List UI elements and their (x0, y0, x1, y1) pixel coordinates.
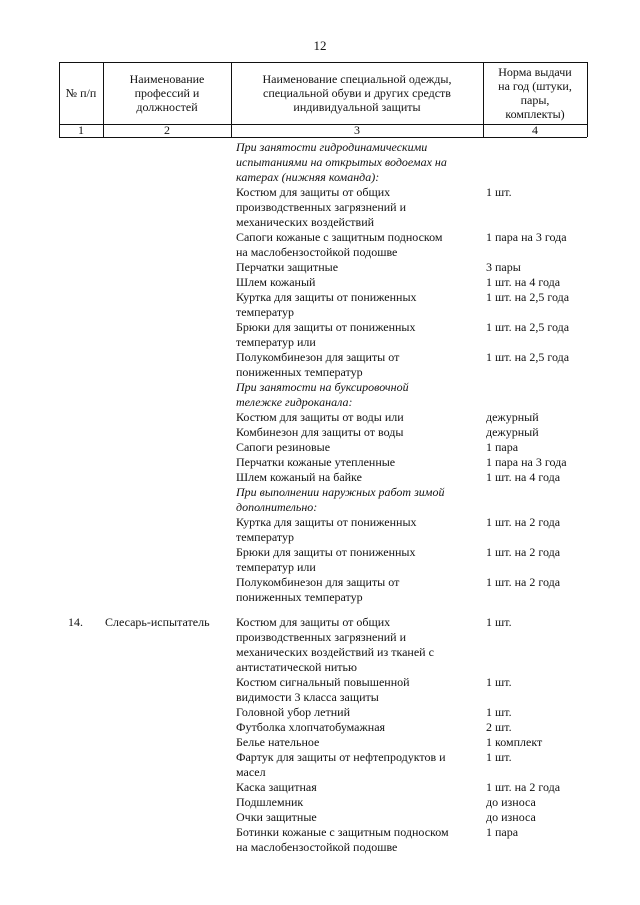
table-numbers-separator (59, 137, 587, 138)
item-name: Костюм сигнальный повышенной (236, 675, 410, 689)
section-heading-towing: тележке гидроканала: (236, 395, 353, 409)
item-name: Подшлемник (236, 795, 304, 809)
section-heading-winter: дополнительно: (236, 500, 318, 514)
item-name: Брюки для защиты от пониженных (236, 320, 416, 334)
item-norm: 1 комплект (486, 735, 543, 749)
item-name: Костюм для защиты от общих (236, 185, 391, 199)
item-norm: 1 шт. (486, 750, 512, 764)
item-norm: 1 шт. на 2 года (486, 545, 561, 559)
column-number-3: 3 (354, 123, 360, 137)
section-heading-hydrodynamic: При занятости гидродинамическими (236, 140, 428, 154)
item-name: Комбинезон для защиты от воды (236, 425, 404, 439)
item-norm: 2 шт. (486, 720, 512, 734)
item-norm: 1 пара на 3 года (486, 230, 567, 244)
item-name: антистатической нитью (236, 660, 357, 674)
header-col-profession: Наименование профессий и должностей (129, 72, 205, 114)
header-col-norm: Норма выдачи на год (штуки, пары, комплекты) (498, 65, 572, 121)
item-name: Футболка хлопчатобумажная (236, 720, 386, 734)
item-name: Куртка для защиты от пониженных (236, 290, 417, 304)
item-norm: 1 шт. на 2,5 года (486, 350, 570, 364)
item-name: Перчатки кожаные утепленные (236, 455, 396, 469)
header-col-number: № п/п (65, 86, 97, 100)
item-name: Фартук для защиты от нефтепродуктов и (236, 750, 446, 764)
section-heading-towing: При занятости на буксировочной (236, 380, 409, 394)
item-name: температур (236, 530, 295, 544)
column-number-4: 4 (532, 123, 538, 137)
item-name: Куртка для защиты от пониженных (236, 515, 417, 529)
item-name: Полукомбинезон для защиты от (236, 575, 400, 589)
column-number-1: 1 (78, 123, 84, 137)
item-name: Сапоги кожаные с защитным подноском (236, 230, 443, 244)
item-name: Ботинки кожаные с защитным подноском (236, 825, 449, 839)
item-name: Шлем кожаный на байке (236, 470, 362, 484)
item-name: видимости 3 класса защиты (236, 690, 379, 704)
item-name: на маслобензостойкой подошве (236, 840, 398, 854)
item-norm: 1 шт. на 2 года (486, 780, 561, 794)
item-norm: 1 пара на 3 года (486, 455, 567, 469)
item-norm: 1 шт. (486, 675, 512, 689)
item-name: Шлем кожаный (236, 275, 316, 289)
item-name: Брюки для защиты от пониженных (236, 545, 416, 559)
section-heading-winter: При выполнении наружных работ зимой (236, 485, 445, 499)
item-name: Сапоги резиновые (236, 440, 331, 454)
item-norm: 1 шт. на 2 года (486, 515, 561, 529)
item-norm: 1 шт. на 4 года (486, 470, 561, 484)
item-norm: 1 шт. на 2 года (486, 575, 561, 589)
item-name: температур или (236, 335, 316, 349)
item-name: производственных загрязнений и (236, 630, 407, 644)
page-number: 12 (313, 38, 327, 53)
profession-name: Слесарь-испытатель (105, 615, 210, 629)
item-name: механических воздействий (236, 215, 375, 229)
item-name: Очки защитные (236, 810, 317, 824)
entry-number: 14. (68, 615, 83, 629)
item-name: пониженных температур (236, 365, 363, 379)
item-name: температур (236, 305, 295, 319)
header-col-equipment: Наименование специальной одежды, специальной обуви и других средств индивидуальной защиты (262, 72, 452, 114)
section-heading-hydrodynamic: катерах (нижняя команда): (236, 170, 380, 184)
item-name: Перчатки защитные (236, 260, 339, 274)
item-name: на маслобензостойкой подошве (236, 245, 398, 259)
item-name: пониженных температур (236, 590, 363, 604)
item-norm: дежурный (486, 410, 539, 424)
item-norm: дежурный (486, 425, 539, 439)
item-name: производственных загрязнений и (236, 200, 407, 214)
item-norm: 1 шт. (486, 185, 512, 199)
item-name: Костюм для защиты от воды или (236, 410, 404, 424)
item-name: Костюм для защиты от общих (236, 615, 391, 629)
item-name: механических воздействий из тканей с (236, 645, 434, 659)
item-norm: 1 шт. на 2,5 года (486, 320, 570, 334)
item-name: Каска защитная (236, 780, 317, 794)
item-norm: 1 пара (486, 440, 519, 454)
item-norm: 1 шт. на 4 года (486, 275, 561, 289)
item-norm: до износа (486, 795, 536, 809)
item-norm: до износа (486, 810, 536, 824)
item-norm: 3 пары (486, 260, 521, 274)
item-name: Полукомбинезон для защиты от (236, 350, 400, 364)
column-number-2: 2 (164, 123, 170, 137)
item-norm: 1 пара (486, 825, 519, 839)
item-name: температур или (236, 560, 316, 574)
item-name: Головной убор летний (236, 705, 350, 719)
item-norm: 1 шт. (486, 615, 512, 629)
section-heading-hydrodynamic: испытаниями на открытых водоемах на (236, 155, 447, 169)
item-norm: 1 шт. (486, 705, 512, 719)
table-right-border (587, 62, 588, 137)
item-name: Белье нательное (236, 735, 320, 749)
item-name: масел (236, 765, 266, 779)
item-norm: 1 шт. на 2,5 года (486, 290, 570, 304)
